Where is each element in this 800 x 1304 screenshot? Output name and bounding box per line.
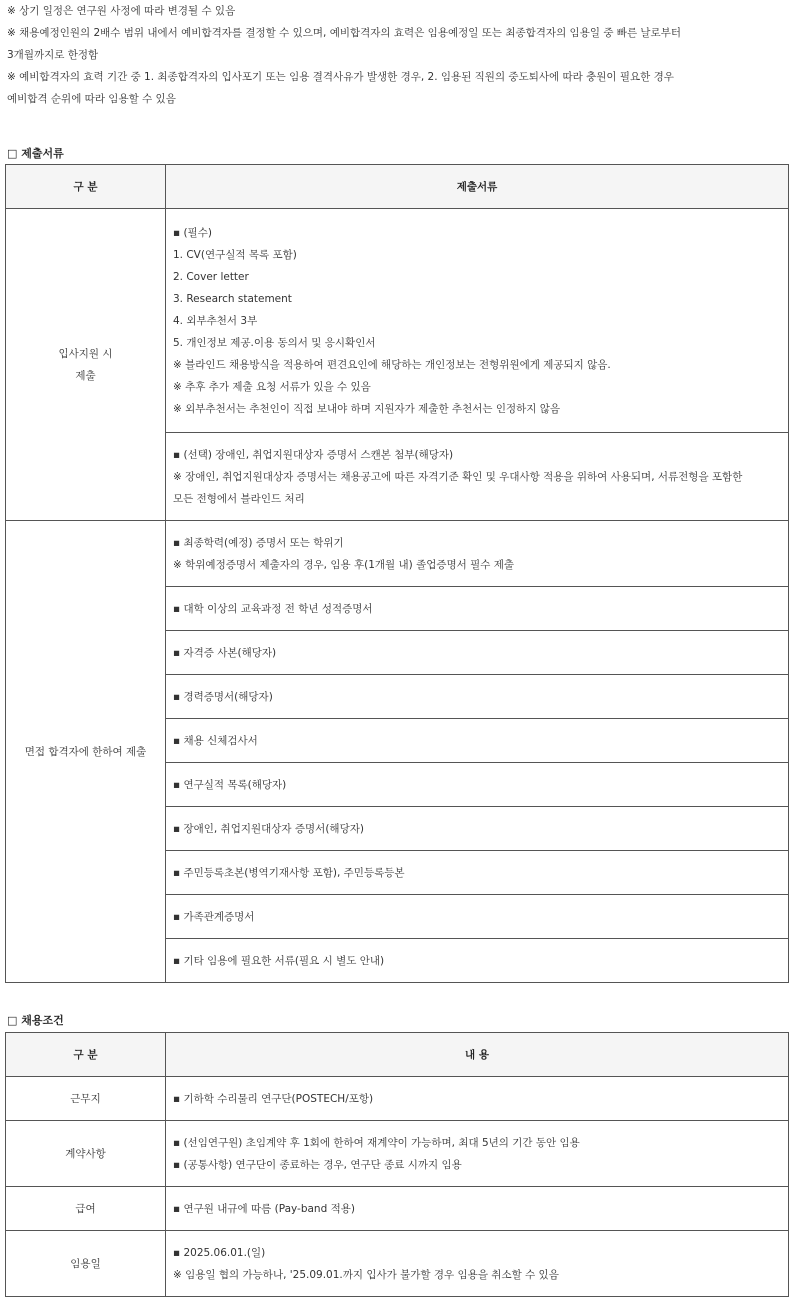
list-item: ▪ 2025.06.01.(일) bbox=[173, 1246, 266, 1259]
list-item: 2. Cover letter bbox=[173, 270, 249, 283]
list-item: ※ 학위예정증명서 제출자의 경우, 임용 후(1개월 내) 졸업증명서 필수 제출 bbox=[173, 558, 515, 571]
list-item: ▪ 장애인, 취업지원대상자 증명서(해당자) bbox=[166, 807, 789, 851]
list-item: ▪ 경력증명서(해당자) bbox=[166, 675, 789, 719]
list-item: ▪ 가족관계증명서 bbox=[166, 895, 789, 939]
list-item: ※ 장애인, 취업지원대상자 증명서는 채용공고에 따른 자격기준 확인 및 우대사항 적용을 위하여 사용되며, 서류전형을 포함한 bbox=[173, 470, 743, 483]
header-documents: 제출서류 bbox=[166, 165, 789, 209]
salary-value bbox=[166, 1187, 789, 1231]
conditions-section-title: □ 채용조건 bbox=[7, 1014, 64, 1027]
application-label-line: 제출 bbox=[75, 369, 96, 382]
list-item: ▪ 연구실적 목록(해당자) bbox=[166, 763, 789, 807]
optional-documents-cell bbox=[166, 433, 789, 521]
list-item: ▪ (필수) bbox=[173, 226, 212, 239]
application-label-line: 입사지원 시 bbox=[58, 347, 113, 360]
application-label bbox=[6, 209, 166, 521]
header-content: 내 용 bbox=[166, 1033, 789, 1077]
list-item: ※ 외부추천서는 추천인이 직접 보내야 하며 지원자가 제출한 추천서는 인정하지 않음 bbox=[173, 402, 561, 415]
contract-label: 계약사항 bbox=[6, 1121, 166, 1187]
table-row bbox=[6, 209, 789, 433]
start-date-value bbox=[166, 1231, 789, 1297]
note-line: 3개월까지로 한정함 bbox=[7, 49, 99, 61]
list-item: ※ 블라인드 채용방식을 적용하여 편견요인에 해당하는 개인정보는 전형위원에게 제공되지 않음. bbox=[173, 358, 611, 371]
note-line: ※ 예비합격자의 효력 기간 중 1. 최종합격자의 입사포기 또는 임용 결격사유가 발생한 경우, 2. 임용된 직원의 중도퇴사에 따라 충원이 필요한 경우 bbox=[7, 71, 674, 83]
table-row bbox=[6, 1121, 789, 1187]
table-row bbox=[6, 1231, 789, 1297]
list-item: ▪ 대학 이상의 교육과정 전 학년 성적증명서 bbox=[166, 587, 789, 631]
list-item: 4. 외부추천서 3부 bbox=[173, 314, 258, 327]
list-item: ▪ 기하학 수리물리 연구단(POSTECH/포항) bbox=[173, 1092, 374, 1105]
start-date-label: 임용일 bbox=[6, 1231, 166, 1297]
list-item: ▪ 연구원 내규에 따름 (Pay-band 적용) bbox=[173, 1202, 355, 1215]
workplace-value bbox=[166, 1077, 789, 1121]
note-line: ※ 상기 일정은 연구원 사정에 따라 변경될 수 있음 bbox=[7, 5, 236, 17]
header-category: 구 분 bbox=[6, 165, 166, 209]
degree-documents-cell bbox=[166, 521, 789, 587]
list-item: ▪ 자격증 사본(해당자) bbox=[166, 631, 789, 675]
list-item: 1. CV(연구실적 목록 포함) bbox=[173, 248, 297, 261]
interview-label: 면접 합격자에 한하여 제출 bbox=[6, 521, 166, 983]
documents-header-row bbox=[6, 165, 789, 209]
notice-notes bbox=[7, 0, 793, 110]
note-line: ※ 채용예정인원의 2배수 범위 내에서 예비합격자를 결정할 수 있으며, 예비합격자의 효력은 임용예정일 또는 최종합격자의 임용일 중 빠른 날로부터 bbox=[7, 27, 681, 39]
table-row bbox=[6, 521, 789, 587]
list-item: ▪ (공통사항) 연구단이 종료하는 경우, 연구단 종료 시까지 임용 bbox=[173, 1158, 462, 1171]
list-item: 3. Research statement bbox=[173, 292, 292, 305]
workplace-label: 근무지 bbox=[6, 1077, 166, 1121]
list-item: ▪ 주민등록초본(병역기재사항 포함), 주민등록등본 bbox=[166, 851, 789, 895]
list-item: ※ 추후 추가 제출 요청 서류가 있을 수 있음 bbox=[173, 380, 371, 393]
documents-section-title: □ 제출서류 bbox=[7, 147, 64, 160]
contract-value bbox=[166, 1121, 789, 1187]
conditions-table bbox=[5, 1032, 789, 1297]
table-row bbox=[6, 1077, 789, 1121]
list-item: 5. 개인정보 제공.이용 동의서 및 응시확인서 bbox=[173, 336, 376, 349]
list-item: ▪ 최종학력(예정) 증명서 또는 학위기 bbox=[173, 536, 344, 549]
list-item: 모든 전형에서 블라인드 처리 bbox=[173, 492, 305, 505]
documents-table bbox=[5, 164, 789, 983]
table-row bbox=[6, 1187, 789, 1231]
header-category: 구 분 bbox=[6, 1033, 166, 1077]
conditions-header-row bbox=[6, 1033, 789, 1077]
list-item: ▪ 채용 신체검사서 bbox=[166, 719, 789, 763]
list-item: ※ 임용일 협의 가능하나, '25.09.01.까지 입사가 불가할 경우 임용을 취소할 수 있음 bbox=[173, 1268, 559, 1281]
list-item: ▪ (선임연구원) 초임계약 후 1회에 한하여 재계약이 가능하며, 최대 5년의 기간 동안 임용 bbox=[173, 1136, 580, 1149]
list-item: ▪ (선택) 장애인, 취업지원대상자 증명서 스캔본 첨부(해당자) bbox=[173, 448, 454, 461]
required-documents-cell bbox=[166, 209, 789, 433]
list-item: ▪ 기타 임용에 필요한 서류(필요 시 별도 안내) bbox=[166, 939, 789, 983]
salary-label: 급여 bbox=[6, 1187, 166, 1231]
note-line: 예비합격 순위에 따라 임용할 수 있음 bbox=[7, 93, 176, 105]
